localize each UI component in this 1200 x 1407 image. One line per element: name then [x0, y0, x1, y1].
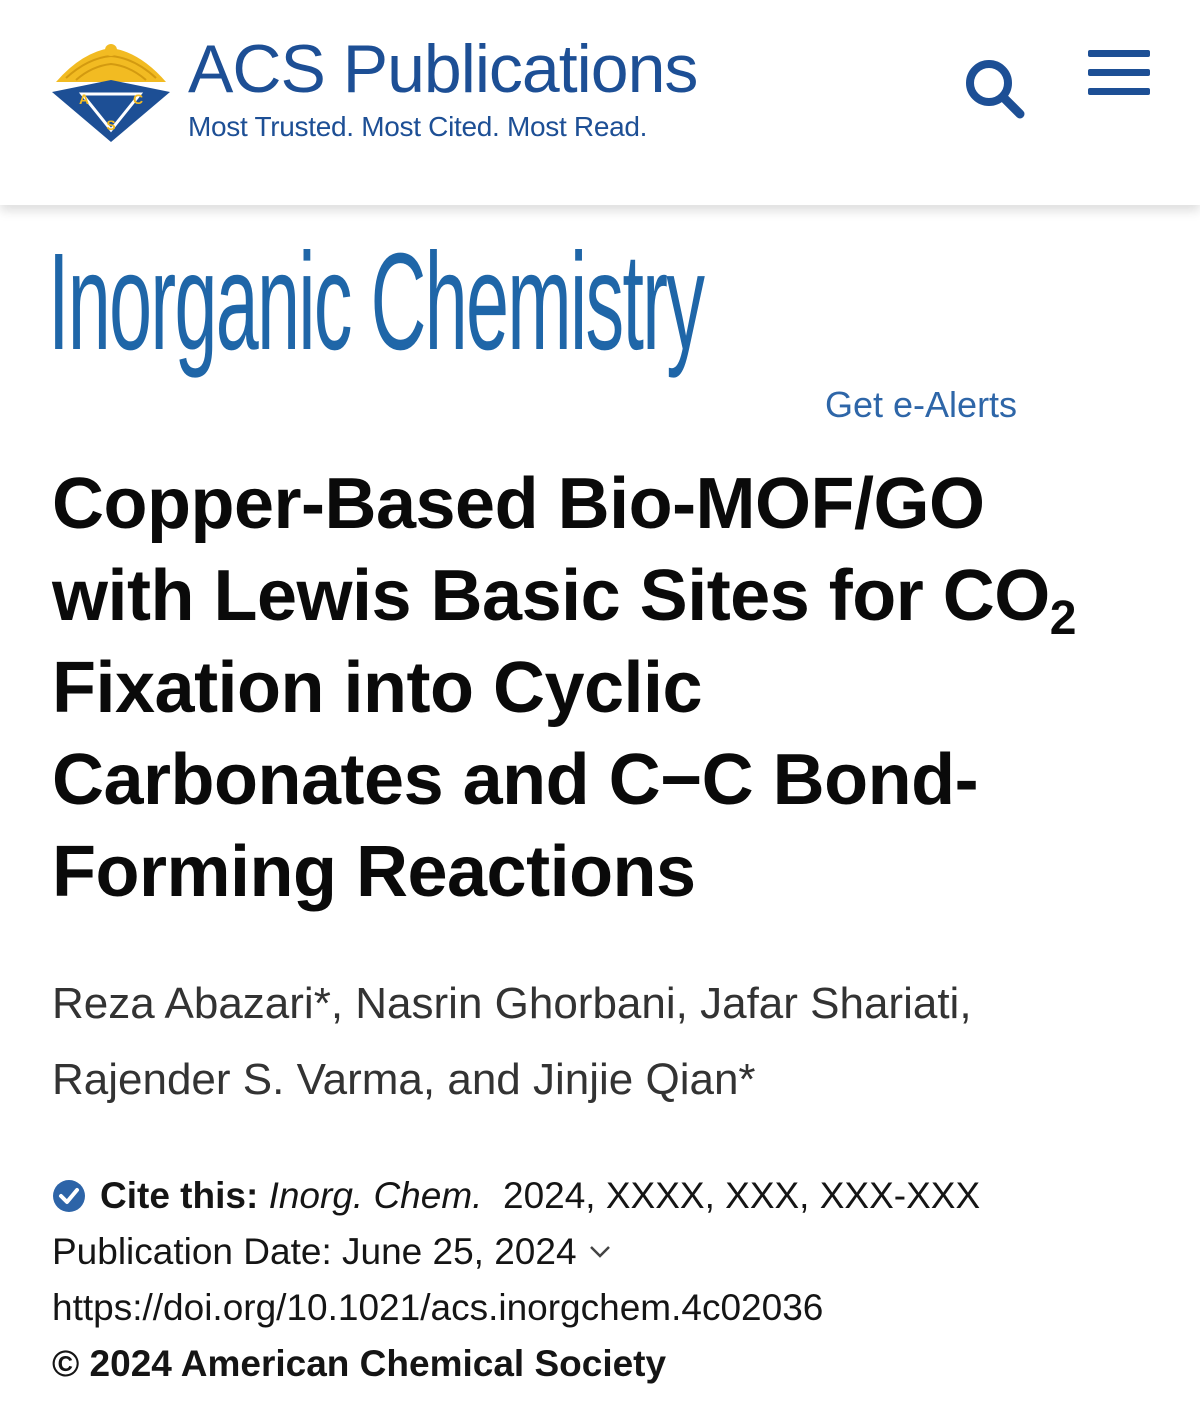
logo-letter-a: A	[78, 91, 90, 107]
get-e-alerts-link[interactable]: Get e-Alerts	[825, 384, 1018, 425]
brand-acs: ACS	[188, 31, 325, 107]
brand-block[interactable]	[188, 30, 697, 144]
menu-bar	[1088, 69, 1150, 76]
cite-label: Cite this:	[100, 1175, 259, 1216]
menu-bar	[1088, 88, 1150, 95]
cite-row[interactable]	[52, 1168, 1162, 1224]
article-title	[52, 458, 1162, 918]
search-icon[interactable]	[962, 56, 1026, 120]
volume-info: 2024, XXXX, XXX, XXX-XXX	[503, 1175, 981, 1216]
article-title-line	[52, 550, 1162, 645]
brand-tagline: Most Trusted. Most Cited. Most Read.	[188, 111, 648, 142]
publication-date: Publication Date: June 25, 2024	[52, 1231, 577, 1272]
chevron-down-icon[interactable]	[589, 1245, 611, 1259]
co2-subscript: 2	[1049, 592, 1076, 645]
article-title-line-text: with Lewis Basic Sites for CO	[52, 556, 1050, 636]
journal-abbrev: Inorg. Chem.	[268, 1175, 483, 1216]
article-title-line: Forming Reactions	[52, 832, 696, 912]
article-title-line: Fixation into Cyclic	[52, 648, 703, 728]
authors-line[interactable]: Reza Abazari*, Nasrin Ghorbani, Jafar Shariati,	[52, 979, 972, 1028]
site-header	[0, 0, 1200, 205]
brand-publications: Publications	[324, 31, 698, 107]
acs-logo-icon[interactable]	[52, 34, 170, 144]
journal-title[interactable]: Inorganic Chemistry	[48, 225, 704, 379]
brand-name	[188, 30, 697, 108]
authors-line[interactable]: Rajender S. Varma, and Jinjie Qian*	[52, 1055, 756, 1104]
pub-date-row[interactable]	[52, 1224, 1162, 1280]
article-title-line: Carbonates and C−C Bond-	[52, 740, 979, 820]
copyright: © 2024 American Chemical Society	[52, 1343, 667, 1384]
logo-letter-c: C	[132, 91, 144, 107]
check-circle-icon[interactable]	[52, 1179, 86, 1213]
logo-letter-s: S	[106, 117, 116, 133]
citation-block	[52, 1168, 1162, 1392]
article-title-line: Copper-Based Bio-MOF/GO	[52, 464, 985, 544]
hamburger-menu-icon[interactable]	[1088, 50, 1150, 106]
doi-link[interactable]: https://doi.org/10.1021/acs.inorgchem.4c02036	[52, 1287, 824, 1328]
author-list[interactable]	[52, 966, 1162, 1118]
menu-bar	[1088, 50, 1150, 57]
